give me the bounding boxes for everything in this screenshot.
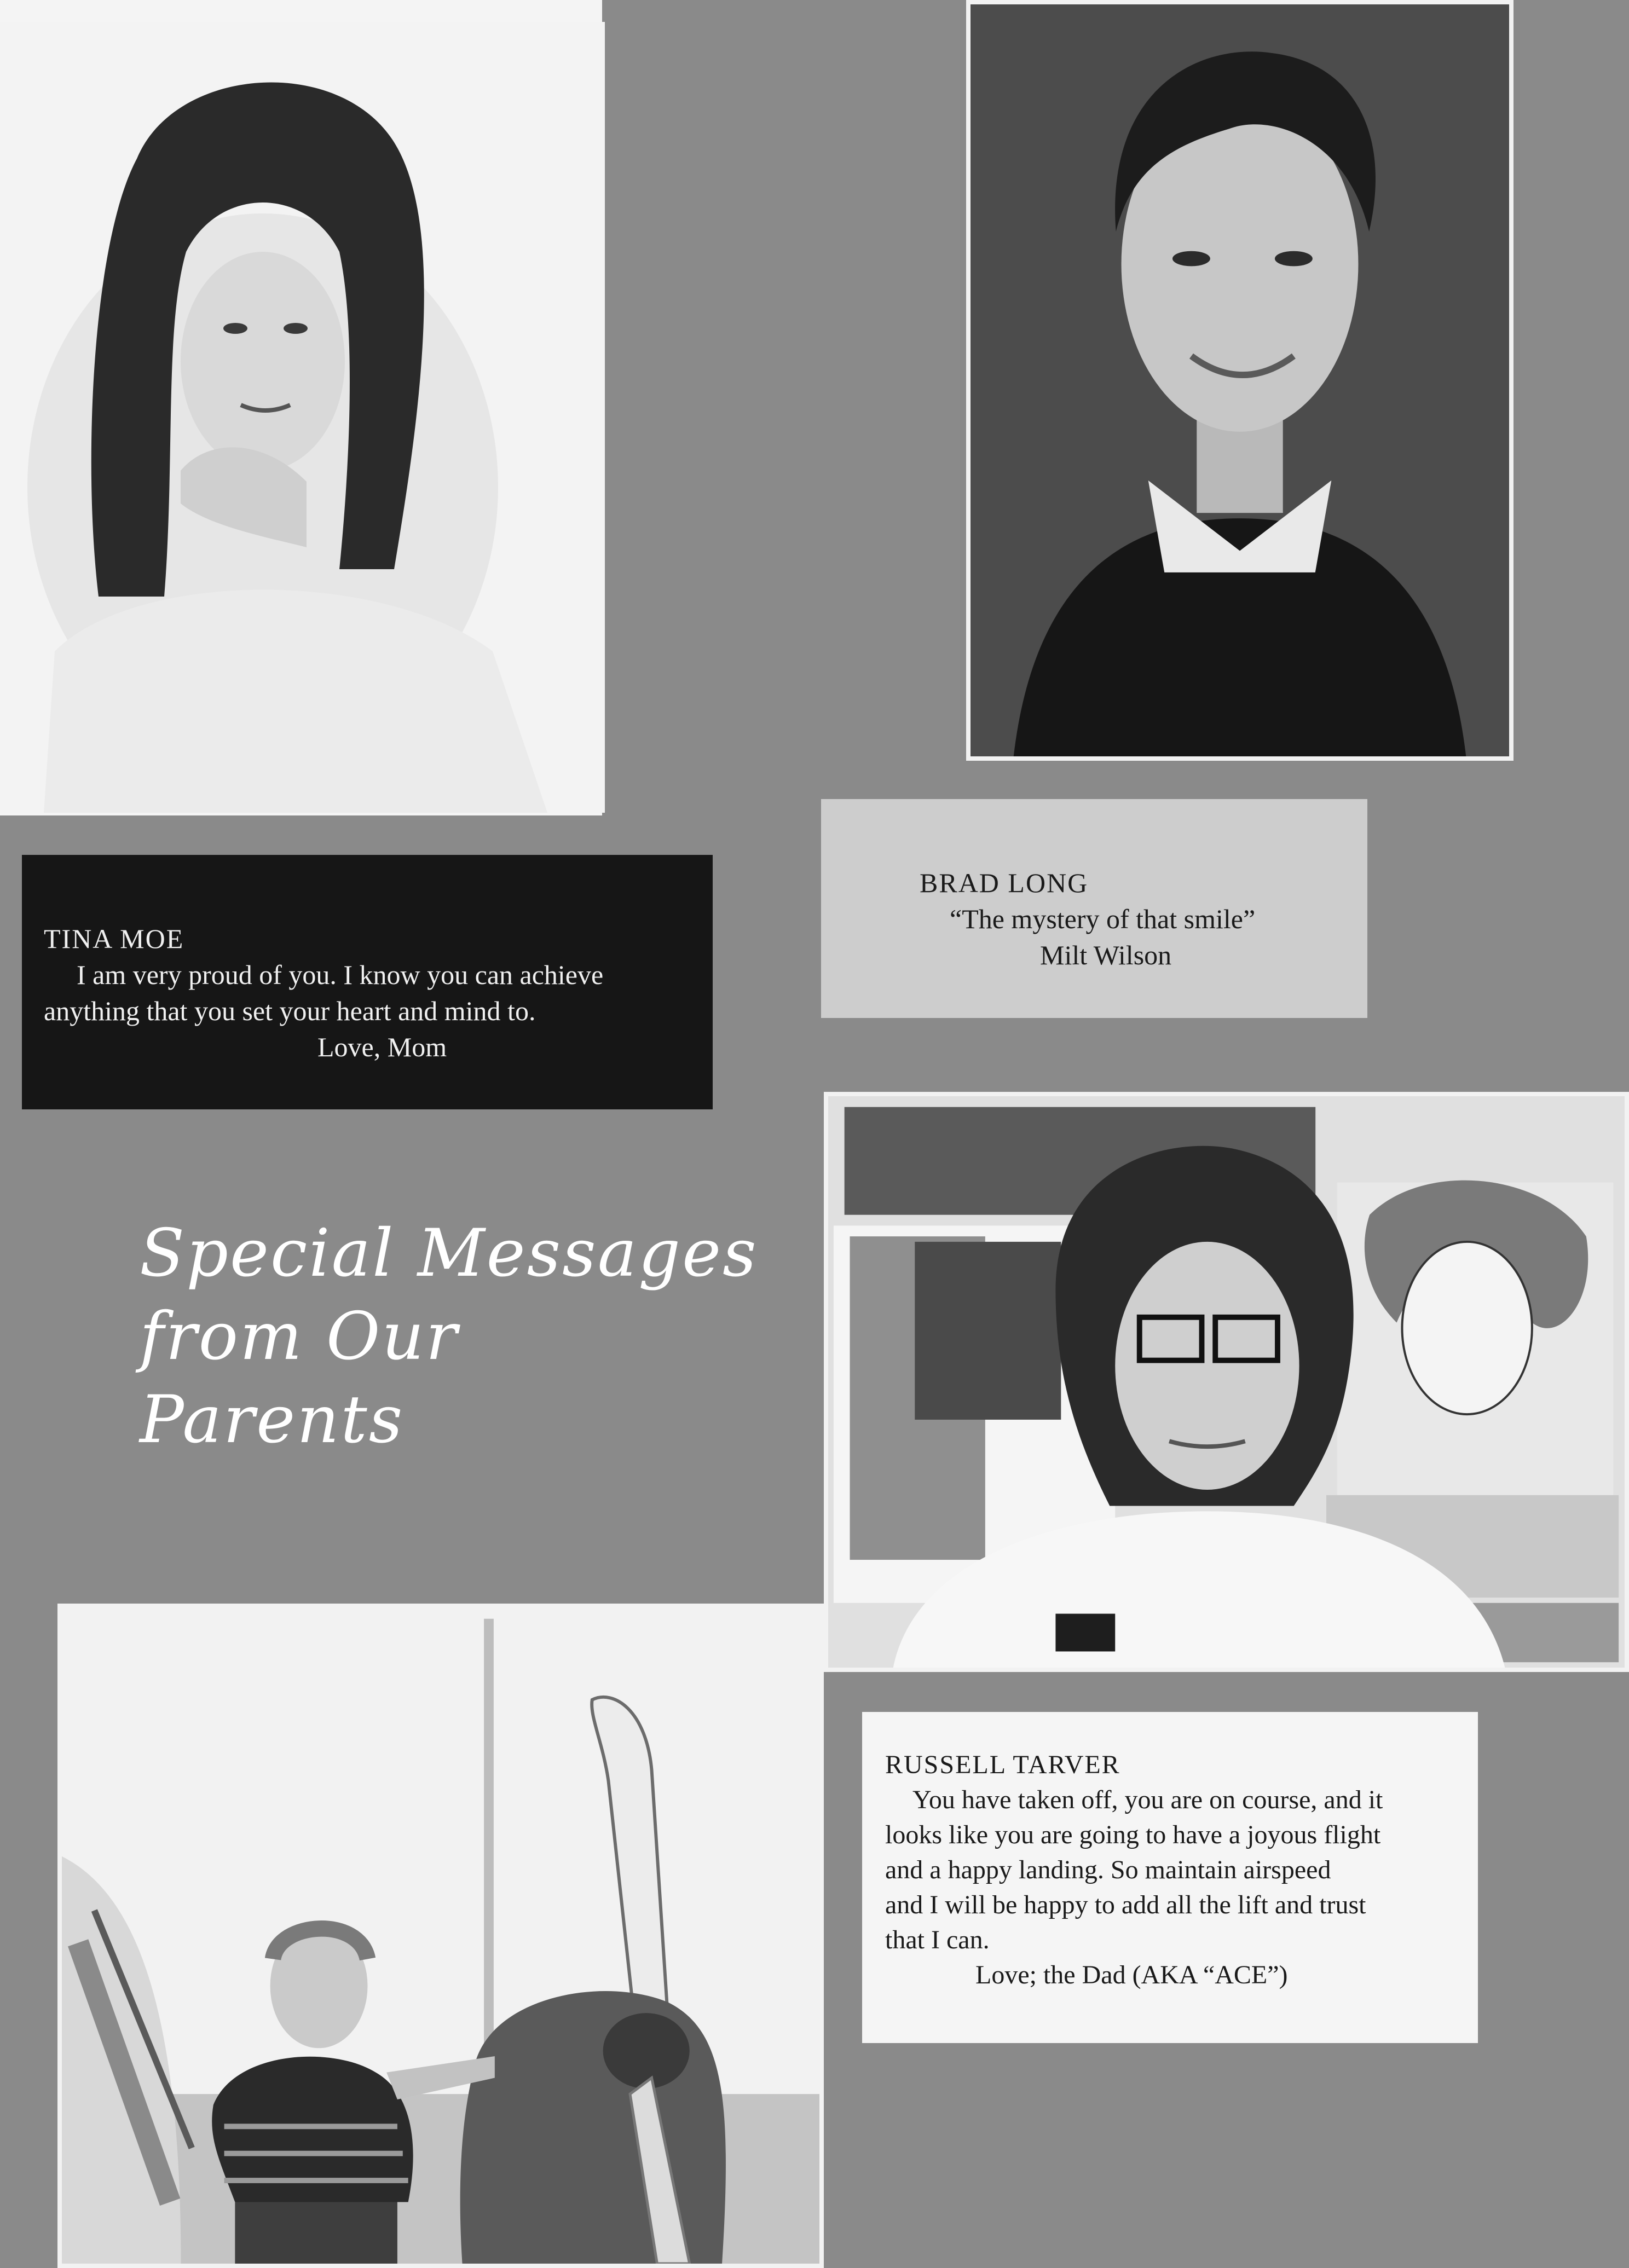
message-signature-tina: Love, Mom — [317, 1032, 447, 1062]
message-line: You have taken off, you are on course, and it — [912, 1785, 1383, 1814]
portrait-russell-image — [828, 1096, 1625, 1668]
message-line: I am very proud of you. I know you can achieve — [77, 959, 604, 990]
portrait-photo-russell — [824, 1092, 1629, 1672]
page-title-line: Parents — [140, 1382, 405, 1458]
message-line: and a happy landing. So maintain airspeed — [885, 1855, 1331, 1884]
page-title — [140, 1212, 769, 1462]
photo-father-airplane — [57, 1604, 824, 2268]
page-title-line: from Our — [140, 1299, 459, 1375]
portrait-tina-image — [0, 22, 605, 813]
message-name-tina: TINA MOE — [44, 923, 184, 954]
portrait-photo-brad — [966, 0, 1514, 761]
message-card-russell — [862, 1712, 1478, 2043]
message-line: “The mystery of that smile” — [950, 904, 1256, 934]
message-line: and I will be happy to add all the lift and trust — [885, 1890, 1366, 1919]
message-signature-brad: Milt Wilson — [1040, 940, 1172, 970]
message-line: looks like you are going to have a joyous flight — [885, 1820, 1381, 1849]
message-line: anything that you set your heart and mind to. — [44, 996, 536, 1026]
message-name-brad: BRAD LONG — [920, 867, 1089, 898]
message-card-tina — [22, 855, 713, 1109]
portrait-photo-tina — [0, 22, 605, 813]
message-line: that I can. — [885, 1925, 990, 1954]
father-airplane-image — [62, 1608, 819, 2264]
page-title-line: Special Messages — [140, 1216, 758, 1292]
message-signature-russell: Love; the Dad (AKA “ACE”) — [975, 1960, 1288, 1989]
portrait-brad-image — [971, 4, 1509, 756]
message-name-russell: RUSSELL TARVER — [885, 1750, 1120, 1779]
message-card-brad — [821, 799, 1367, 1018]
